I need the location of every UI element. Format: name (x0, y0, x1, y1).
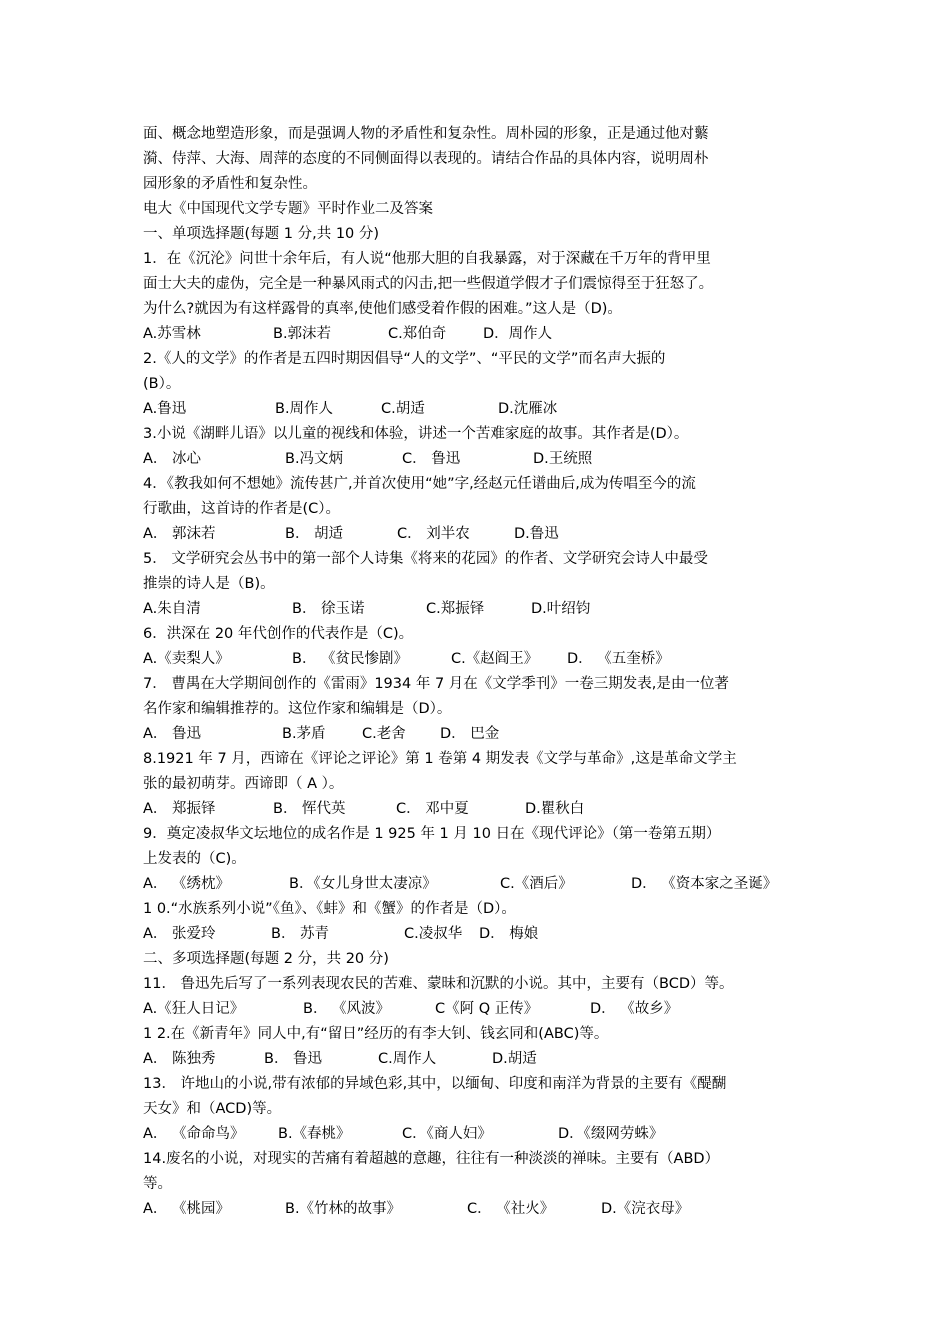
option-a: A． 《桃园》 (143, 1201, 231, 1217)
question-line: 6．洪深在 20 年代创作的代表作是（C)。 (143, 626, 414, 642)
option-b: B.《竹林的故事》 (285, 1201, 402, 1217)
option-b: B． 《风波》 (303, 1001, 391, 1017)
option-d: D．周作人 (483, 326, 553, 342)
option-b: B． 《贫民惨剧》 (292, 651, 409, 667)
option-b: B.《春桃》 (278, 1126, 351, 1142)
option-c: C． 刘半农 (397, 526, 470, 542)
options-row (143, 447, 813, 472)
option-b: B.冯文炳 (285, 451, 344, 467)
question-line: 等。 (143, 1176, 172, 1192)
option-b: B． 鲁迅 (264, 1051, 323, 1067)
option-c: C． 邓中夏 (396, 801, 469, 817)
option-b: B． 恽代英 (273, 801, 346, 817)
option-c: C.凌叔华 (404, 926, 463, 942)
intro-line: 漪、侍萍、大海、周萍的态度的不同侧面得以表现的。请结合作品的具体内容，说明周朴 (143, 151, 709, 167)
question-line: 11． 鲁迅先后写了一系列表现农民的苦难、蒙昧和沉默的小说。其中，主要有（BCD）等。 (143, 976, 734, 992)
option-c: C． 鲁迅 (402, 451, 461, 467)
option-b: B.郭沫若 (273, 326, 332, 342)
option-a: A． 《命命鸟》 (143, 1126, 245, 1142)
option-a: A.苏雪林 (143, 326, 201, 342)
options-row (143, 872, 813, 897)
option-a: A． 郭沫若 (143, 526, 216, 542)
question-line: 1．在《沉沦》问世十余年后，有人说“他那大胆的自我暴露，对于深藏在千万年的背甲里 (143, 251, 711, 267)
options-row (143, 1047, 813, 1072)
option-a: A． 鲁迅 (143, 726, 202, 742)
option-b: B.周作人 (275, 401, 334, 417)
option-d: D.沈雁冰 (498, 401, 558, 417)
option-b: B． 徐玉诺 (292, 601, 365, 617)
option-b: B.茅盾 (282, 726, 326, 742)
options-row (143, 722, 813, 747)
option-d: D.叶绍钧 (531, 601, 591, 617)
option-c: C.《赵阎王》 (451, 651, 539, 667)
question-line: 2.《人的文学》的作者是五四时期因倡导“人的文学”、“平民的文学”而名声大振的 (143, 351, 666, 367)
question-line: 为什么?就因为有这样露骨的真率,使他们感受着作假的困难。”这人是（D)。 (143, 301, 622, 317)
question-line: 7． 曹禺在大学期间创作的《雷雨》1934 年 7 月在《文学季刊》一卷三期发表,是由一位著 (143, 676, 729, 692)
option-a: A.《狂人日记》 (143, 1001, 245, 1017)
option-d: D.王统照 (533, 451, 593, 467)
question-line: 8.1921 年 7 月，西谛在《评论之评论》第 1 卷第 4 期发表《文学与革命》,这是革命文学主 (143, 751, 737, 767)
question-line: 5． 文学研究会丛书中的第一部个人诗集《将来的花园》的作者、文学研究会诗人中最受 (143, 551, 708, 567)
option-c: C.郑振铎 (426, 601, 485, 617)
option-d: D.鲁迅 (514, 526, 559, 542)
option-d: D． 《故乡》 (590, 1001, 679, 1017)
section-heading-multiple-choice: 二、多项选择题(每题 2 分，共 20 分) (143, 951, 389, 967)
options-row (143, 1197, 813, 1222)
options-row (143, 522, 813, 547)
option-d: D.瞿秋白 (525, 801, 585, 817)
option-a: A． 郑振铎 (143, 801, 216, 817)
question-line: 推崇的诗人是（B)。 (143, 576, 275, 592)
option-c: C.老舍 (362, 726, 406, 742)
options-row (143, 322, 813, 347)
option-c: C.胡适 (381, 401, 425, 417)
question-line: 行歌曲，这首诗的作者是(C）。 (143, 501, 341, 517)
option-a: A． 张爱玲 (143, 926, 216, 942)
options-row (143, 1122, 813, 1147)
question-line: 上发表的（C)。 (143, 851, 246, 867)
question-line: 天女》和（ACD)等。 (143, 1101, 282, 1117)
options-row (143, 597, 813, 622)
option-a: A． 陈独秀 (143, 1051, 216, 1067)
option-c: C.《酒后》 (500, 876, 573, 892)
question-line: 4．《教我如何不想她》流传甚广,并首次使用“她”字,经赵元任谱曲后,成为传唱至今的流 (143, 476, 696, 492)
question-line: 3.小说《湖畔儿语》以儿童的视线和体验，讲述一个苦难家庭的故事。其作者是(D）。 (143, 426, 689, 442)
option-b: B．《女儿身世太凄凉》 (289, 876, 437, 892)
option-c: C.周作人 (378, 1051, 437, 1067)
intro-line: 面、概念地塑造形象，而是强调人物的矛盾性和复杂性。周朴园的形象，正是通过他对蘩 (143, 126, 709, 142)
option-a: A.朱自清 (143, 601, 201, 617)
option-c: C．《商人妇》 (402, 1126, 492, 1142)
option-c: C． 《社火》 (467, 1201, 555, 1217)
option-a: A.鲁迅 (143, 401, 187, 417)
question-line: 名作家和编辑推荐的。这位作家和编辑是（D）。 (143, 701, 452, 717)
question-line: 9．奠定凌叔华文坛地位的成名作是 1 925 年 1 月 10 日在《现代评论》（第一卷第五期） (143, 826, 721, 842)
section-heading-single-choice: 一、单项选择题(每题 1 分,共 10 分) (143, 226, 380, 242)
option-b: B． 苏青 (271, 926, 330, 942)
question-line: (B）。 (143, 376, 181, 392)
option-d: D.胡适 (492, 1051, 537, 1067)
options-row (143, 647, 813, 672)
option-a: A.《卖梨人》 (143, 651, 230, 667)
options-row (143, 997, 813, 1022)
options-row (143, 797, 813, 822)
option-d: D．《缀网劳蛛》 (558, 1126, 664, 1142)
option-d: D． 梅娘 (479, 926, 539, 942)
question-line: 面士大夫的虚伪，完全是一种暴风雨式的闪击,把一些假道学假才子们震惊得至于狂怒了。 (143, 276, 714, 292)
options-row (143, 922, 813, 947)
option-c: C《阿 Q 正传》 (435, 1001, 539, 1017)
option-d: D.《浣衣母》 (601, 1201, 690, 1217)
option-a: A． 《绣枕》 (143, 876, 231, 892)
option-b: B． 胡适 (285, 526, 344, 542)
intro-line: 园形象的矛盾性和复杂性。 (143, 176, 317, 192)
document-body (143, 122, 813, 1222)
question-line: 张的最初萌芽。西谛即（ A ）。 (143, 776, 344, 792)
question-line: 1 0.“水族系列小说”《鱼》、《蚌》和《蟹》的作者是（D）。 (143, 901, 516, 917)
option-d: D． 《资本家之圣诞》 (631, 876, 778, 892)
document-title: 电大《中国现代文学专题》平时作业二及答案 (143, 201, 433, 217)
question-line: 1 2.在《新青年》同人中,有“留日”经历的有李大钊、钱玄同和(ABC)等。 (143, 1026, 609, 1042)
question-line: 14.废名的小说，对现实的苦痛有着超越的意趣，往往有一种淡淡的禅味。主要有（ABD） (143, 1151, 720, 1167)
option-d: D． 巴金 (440, 726, 500, 742)
option-c: C.郑伯奇 (388, 326, 447, 342)
options-row (143, 397, 813, 422)
option-d: D． 《五奎桥》 (567, 651, 670, 667)
question-line: 13． 许地山的小说,带有浓郁的异域色彩,其中，以缅甸、印度和南洋为背景的主要有《醍醐 (143, 1076, 727, 1092)
option-a: A． 冰心 (143, 451, 202, 467)
